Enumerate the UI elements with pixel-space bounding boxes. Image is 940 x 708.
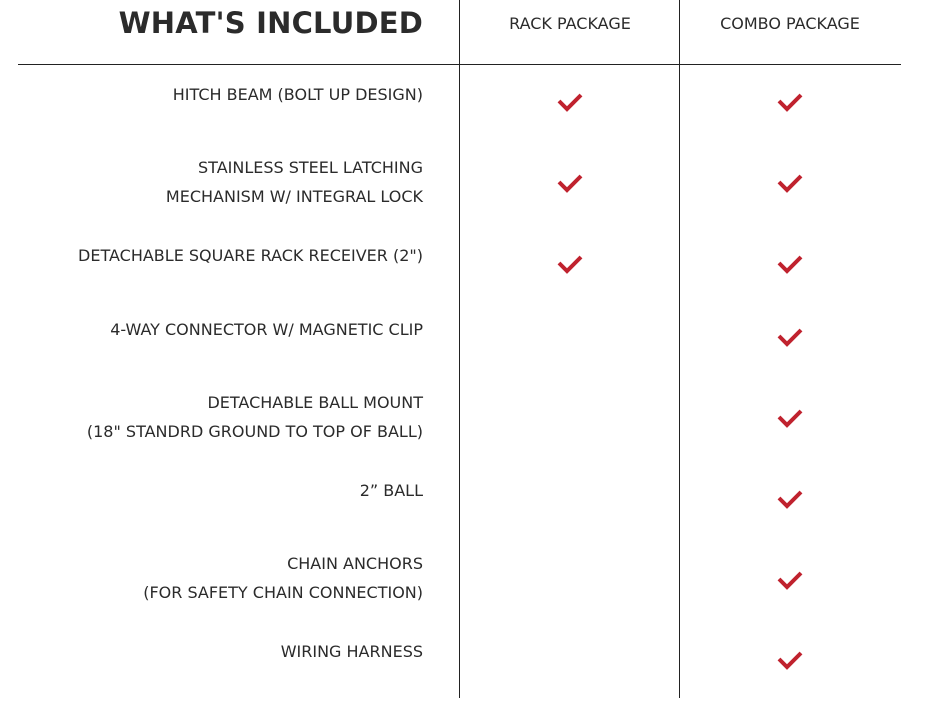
column-divider-2 xyxy=(679,0,680,698)
feature-label xyxy=(20,549,423,607)
check-icon xyxy=(777,326,803,348)
table-title: WHAT'S INCLUDED xyxy=(118,6,423,40)
feature-label-line: HITCH BEAM (BOLT UP DESIGN) xyxy=(172,85,423,104)
feature-label xyxy=(20,153,423,211)
feature-label-line: STAINLESS STEEL LATCHING xyxy=(198,158,423,177)
feature-label-line: (FOR SAFETY CHAIN CONNECTION) xyxy=(143,583,423,602)
feature-label xyxy=(20,637,423,666)
check-icon xyxy=(557,253,583,275)
check-icon xyxy=(777,253,803,275)
feature-label-line: (18" STANDRD GROUND TO TOP OF BALL) xyxy=(86,422,423,441)
check-icon xyxy=(777,649,803,671)
feature-label xyxy=(20,476,423,505)
check-icon xyxy=(557,172,583,194)
header-rule xyxy=(18,64,901,65)
check-icon xyxy=(777,172,803,194)
column-divider-1 xyxy=(459,0,460,698)
column-header-combo-package: COMBO PACKAGE xyxy=(720,14,860,33)
feature-label xyxy=(20,388,423,446)
feature-label-line: 2” BALL xyxy=(359,481,423,500)
feature-label-line: DETACHABLE SQUARE RACK RECEIVER (2") xyxy=(78,246,423,265)
check-icon xyxy=(557,91,583,113)
feature-label xyxy=(20,241,423,270)
check-icon xyxy=(777,488,803,510)
feature-label-line: 4-WAY CONNECTOR W/ MAGNETIC CLIP xyxy=(110,320,423,339)
check-icon xyxy=(777,569,803,591)
check-icon xyxy=(777,91,803,113)
feature-label-line: MECHANISM W/ INTEGRAL LOCK xyxy=(165,187,423,206)
column-header-rack-package: RACK PACKAGE xyxy=(509,14,631,33)
feature-label xyxy=(20,80,423,109)
feature-label-line: DETACHABLE BALL MOUNT xyxy=(207,393,423,412)
feature-label xyxy=(20,315,423,344)
check-icon xyxy=(777,407,803,429)
feature-label-line: WIRING HARNESS xyxy=(280,642,423,661)
feature-label-line: CHAIN ANCHORS xyxy=(287,554,423,573)
